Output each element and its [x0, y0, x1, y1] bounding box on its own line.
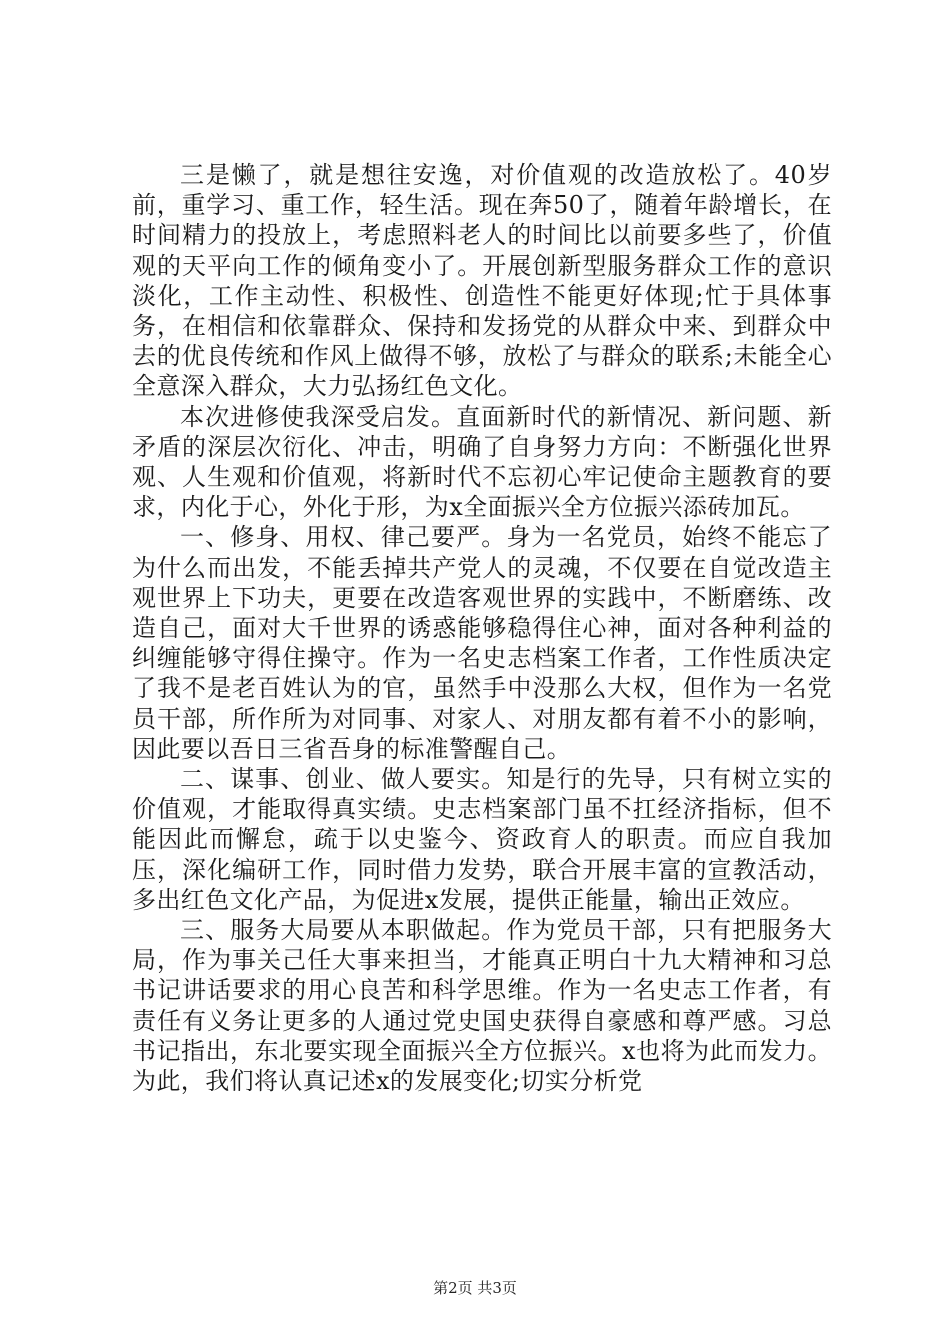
- document-body: [132, 160, 832, 1096]
- paragraph-point-one: 一、修身、用权、律己要严。身为一名党员，始终不能忘了为什么而出发，不能丢掉共产党人的灵魂，不仅要在自觉改造主观世界上下功夫，更要在改造客观世界的实践中，不断磨练、改造自己，面对大千世界的诱惑能够稳得住心神，面对各种利益的纠缠能够守得住操守。作为一名史志档案工作者，工作性质决定了我不是老百姓认为的官，虽然手中没那么大权，但作为一名党员干部，所作所为对同事、对家人、对朋友都有着不小的影响，因此要以吾日三省吾身的标准警醒自己。: [132, 523, 832, 763]
- paragraph-point-two: 二、谋事、创业、做人要实。知是行的先导，只有树立实的价值观，才能取得真实绩。史志档案部门虽不扛经济指标，但不能因此而懈怠，疏于以史鉴今、资政育人的职责。而应自我加压，深化编研工作，同时借力发势，联合开展丰富的宣教活动，多出红色文化产品，为促进x发展，提供正能量，输出正效应。: [132, 765, 832, 914]
- paragraph-laziness: 三是懒了，就是想往安逸，对价值观的改造放松了。40岁前，重学习、重工作，轻生活。现在奔50了，随着年龄增长，在时间精力的投放上，考虑照料老人的时间比以前要多些了，价值观的天平向工作的倾角变小了。开展创新型服务群众工作的意识淡化，工作主动性、积极性、创造性不能更好体现;忙于具体事务，在相信和依靠群众、保持和发扬党的从群众中来、到群众中去的优良传统和作风上做得不够，放松了与群众的联系;未能全心全意深入群众，大力弘扬红色文化。: [132, 161, 832, 401]
- paragraph-point-three: 三、服务大局要从本职做起。作为党员干部，只有把服务大局，作为事关己任大事来担当，才能真正明白十九大精神和习总书记讲话要求的用心良苦和科学思维。作为一名史志工作者，有责任有义务让更多的人通过党史国史获得自豪感和尊严感。习总书记指出，东北要实现全面振兴全方位振兴。x也将为此而发力。为此，我们将认真记述x的发展变化;切实分析党: [132, 916, 832, 1096]
- paragraph-inspiration: 本次进修使我深受启发。直面新时代的新情况、新问题、新矛盾的深层次衍化、冲击，明确了自身努力方向：不断强化世界观、人生观和价值观，将新时代不忘初心牢记使命主题教育的要求，内化于心，外化于形，为x全面振兴全方位振兴添砖加瓦。: [132, 402, 832, 522]
- page-number-footer: 第2页 共3页: [433, 1279, 517, 1297]
